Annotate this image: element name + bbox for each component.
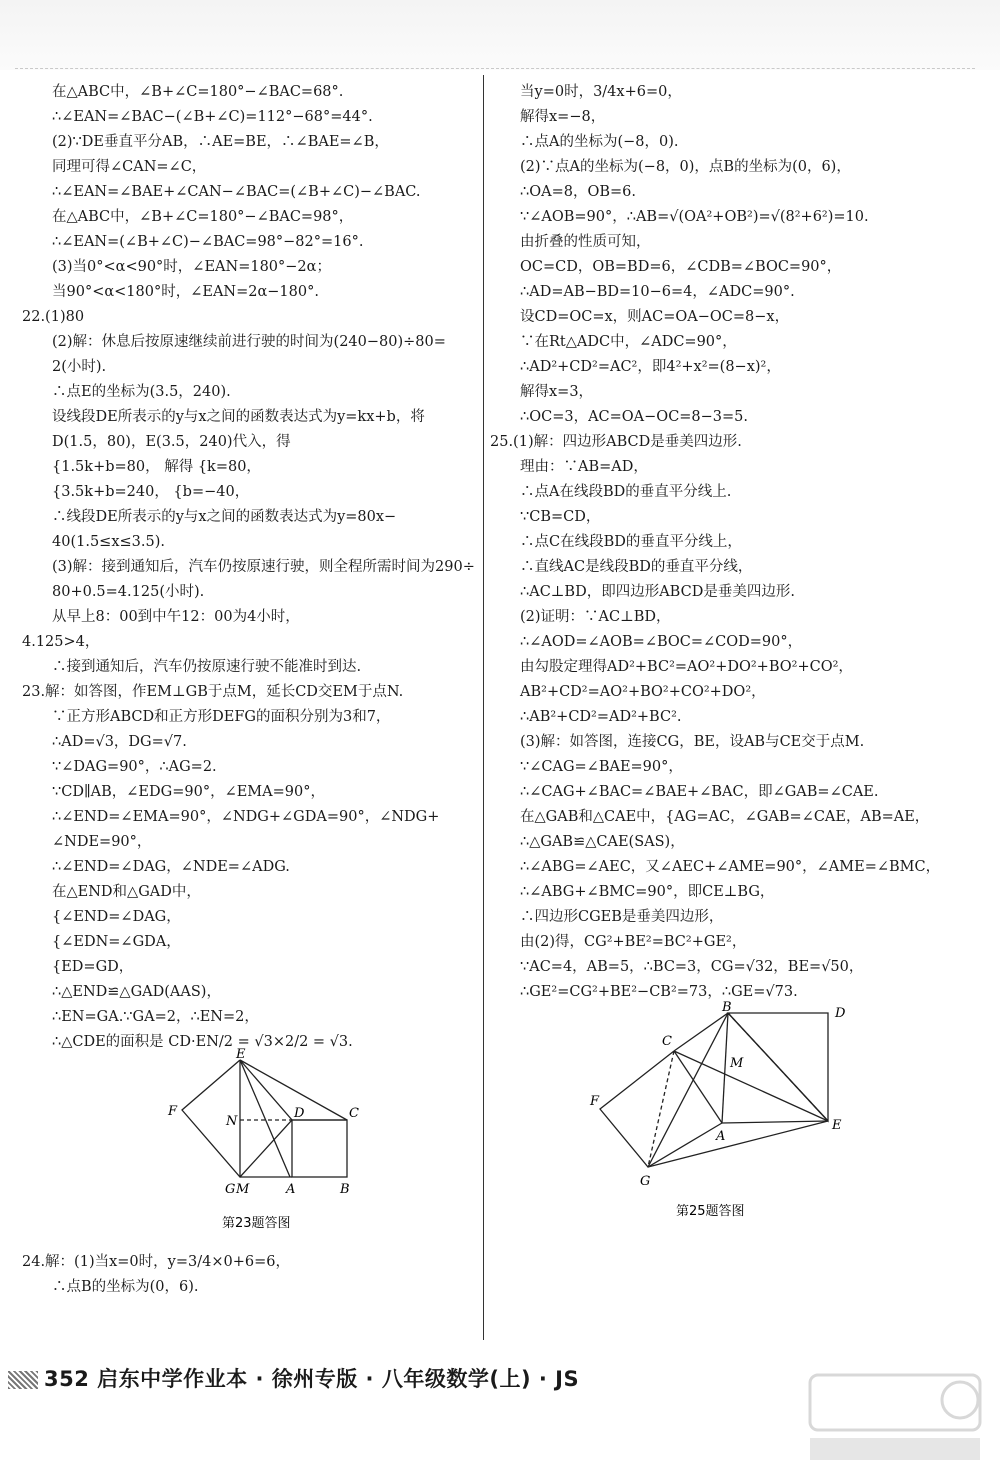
left-line: ∴△CDE的面积是 CD·EN/2 = √3×2/2 = √3. — [52, 1034, 353, 1050]
left-line: ∴点E的坐标为(3.5，240). — [52, 384, 231, 400]
left-line: ∴∠END=∠DAG，∠NDE=∠ADG. — [52, 859, 290, 875]
right-line: ∴OA=8，OB=6. — [520, 184, 636, 200]
left-line: ∴AD=√3，DG=√7. — [52, 734, 187, 750]
left-line: 23.解：如答图，作EM⊥GB于点M，延长CD交EM于点N. — [22, 684, 404, 700]
right-line: ∴∠AOD=∠AOB=∠BOC=∠COD=90°， — [520, 634, 803, 650]
right-column — [490, 80, 970, 1225]
left_tail-line: 24.解：(1)当x=0时，y=3/4×0+6=6， — [22, 1254, 290, 1270]
left-line: 在△ABC中，∠B+∠C=180°−∠BAC=68°. — [52, 84, 344, 100]
left-line: 同理可得∠CAN=∠C， — [52, 159, 207, 175]
left-line: ∴EN=GA.∵GA=2，∴EN=2， — [52, 1009, 259, 1025]
top-divider — [15, 68, 975, 69]
column-divider — [483, 75, 484, 1340]
fig25-caption: 第25题答图 — [676, 1204, 745, 1219]
left-line: 2(小时). — [52, 359, 107, 375]
left-line: ∴∠EAN=∠BAE+∠CAN−∠BAC=(∠B+∠C)−∠BAC. — [52, 184, 421, 200]
fig23-label-f: F — [168, 1104, 178, 1119]
left-line: ∵正方形ABCD和正方形DEFG的面积分别为3和7， — [52, 709, 391, 725]
fig25-label-f: F — [590, 1094, 600, 1109]
left-line: ∠NDE=90°， — [52, 834, 152, 850]
left-line: {∠END=∠DAG， — [52, 909, 181, 925]
left-line: ∴接到通知后，汽车仍按原速行驶不能准时到达. — [52, 659, 362, 675]
right-line: ∴点A的坐标为(−8，0). — [520, 134, 679, 150]
fig25-label-g: G — [640, 1174, 651, 1189]
left-line: 80+0.5=4.125(小时). — [52, 584, 205, 600]
left-line: ∵CD∥AB，∠EDG=90°，∠EMA=90°， — [52, 784, 325, 800]
left-line: D(1.5，80)，E(3.5，240)代入，得 — [52, 434, 291, 450]
right-line: ∴点C在线段BD的垂直平分线上， — [520, 534, 742, 550]
right-line: ∵CB=CD， — [520, 509, 601, 525]
figure-23-diagram — [22, 1047, 477, 1250]
figure-25-diagram — [490, 1000, 970, 1225]
right-line: ∵∠AOB=90°，∴AB=√(OA²+OB²)=√(8²+6²)=10. — [520, 209, 869, 225]
left-column — [22, 80, 477, 1300]
left-line: ∴∠END=∠EMA=90°，∠NDG+∠GDA=90°，∠NDG+ — [52, 809, 440, 825]
left-line: (2)解：休息后按原速继续前进行驶的时间为(240−80)÷80= — [52, 334, 446, 350]
right-line: 当y=0时，3/4x+6=0， — [520, 84, 682, 100]
footer-text: 352 启东中学作业本 · 徐州专版 · 八年级数学(上) · JS — [44, 1367, 580, 1391]
right-line: 理由：∵AB=AD， — [520, 459, 648, 475]
left-line: (3)解：接到通知后，汽车仍按原速行驶，则全程所需时间为290÷ — [52, 559, 475, 575]
right-line: ∴∠CAG+∠BAC=∠BAE+∠BAC，即∠GAB=∠CAE. — [520, 784, 879, 800]
left-line: {ED=GD， — [52, 959, 134, 975]
fig23-label-g: G — [225, 1182, 236, 1197]
left-line: (2)∵DE垂直平分AB，∴AE=BE，∴∠BAE=∠B， — [52, 134, 389, 150]
left-line: 4.125>4， — [22, 634, 100, 650]
fig25-label-a: A — [716, 1129, 726, 1144]
left-line: 设线段DE所表示的y与x之间的函数表达式为y=kx+b，将 — [52, 409, 425, 425]
fig23-label-c: C — [349, 1106, 359, 1121]
left-line: (3)当0°<α<90°时，∠EAN=180°−2α； — [52, 259, 331, 275]
left-line: 在△END和△GAD中， — [52, 884, 201, 900]
left-line: {3.5k+b=240， {b=−40， — [52, 484, 250, 500]
right-line: OC=CD，OB=BD=6，∠CDB=∠BOC=90°， — [520, 259, 842, 275]
watermark-logo — [800, 1370, 990, 1465]
right-line: ∴OC=3，AC=OA−OC=8−3=5. — [520, 409, 749, 425]
right-line: ∴GE²=CG²+BE²−CB²=73，∴GE=√73. — [520, 984, 798, 1000]
right-line: ∴AC⊥BD，即四边形ABCD是垂美四边形. — [520, 584, 795, 600]
footer-pattern — [8, 1371, 38, 1389]
right-line: 由勾股定理得AD²+BC²=AO²+DO²+BO²+CO²， — [520, 659, 853, 675]
right-line: 由折叠的性质可知， — [520, 234, 651, 250]
fig25-label-c: C — [662, 1034, 672, 1049]
right-line: ∵∠CAG=∠BAE=90°， — [520, 759, 683, 775]
figure-25 — [490, 1000, 970, 1225]
page-top-band — [0, 0, 1000, 70]
right-line: ∴四边形CGEB是垂美四边形， — [520, 909, 724, 925]
right-line: ∴∠ABG=∠AEC，又∠AEC+∠AME=90°，∠AME=∠BMC， — [520, 859, 941, 875]
fig25-label-b: B — [722, 1000, 732, 1015]
left-line: {1.5k+b=80， 解得 {k=80， — [52, 459, 261, 475]
right-line: (2)证明：∵AC⊥BD， — [520, 609, 671, 625]
left-line: ∴线段DE所表示的y与x之间的函数表达式为y=80x− — [52, 509, 397, 525]
left-line: 当90°<α<180°时，∠EAN=2α−180°. — [52, 284, 319, 300]
fig23-label-b: B — [340, 1182, 350, 1197]
fig23-label-e: E — [236, 1047, 246, 1062]
right-line: (2)∵点A的坐标为(−8，0)，点B的坐标为(0，6)， — [520, 159, 851, 175]
fig23-label-m: M — [236, 1182, 250, 1197]
left-line: ∵∠DAG=90°，∴AG=2. — [52, 759, 217, 775]
right-line: ∴AD²+CD²=AC²，即4²+x²=(8−x)²， — [520, 359, 781, 375]
left-line: 从早上8：00到中午12：00为4小时， — [52, 609, 300, 625]
right-line: ∴AB²+CD²=AD²+BC². — [520, 709, 682, 725]
right-line: 设CD=OC=x，则AC=OA−OC=8−x， — [520, 309, 790, 325]
right-line: AB²+CD²=AO²+BO²+CO²+DO²， — [520, 684, 766, 700]
fig23-label-a: A — [286, 1182, 296, 1197]
right-line: 由(2)得，CG²+BE²=BC²+GE²， — [520, 934, 747, 950]
left-line: ∴△END≌△GAD(AAS)， — [52, 984, 221, 1000]
right-line: ∵在Rt△ADC中，∠ADC=90°， — [520, 334, 737, 350]
fig25-label-d: D — [835, 1006, 846, 1021]
right-line: ∴AD=AB−BD=10−6=4，∠ADC=90°. — [520, 284, 795, 300]
fig23-label-n: N — [226, 1114, 238, 1129]
left_tail-line: ∴点B的坐标为(0，6). — [52, 1279, 199, 1295]
right-line: 在△GAB和△CAE中，{AG=AC，∠GAB=∠CAE，AB=AE， — [520, 809, 930, 825]
right-line: ∴∠ABG+∠BMC=90°，即CE⊥BG， — [520, 884, 775, 900]
left-line: {∠EDN=∠GDA， — [52, 934, 181, 950]
right-line: 25.(1)解：四边形ABCD是垂美四边形. — [490, 434, 742, 450]
right-line: ∵AC=4，AB=5，∴BC=3，CG=√32，BE=√50， — [520, 959, 864, 975]
figure-23 — [22, 1047, 477, 1250]
right-line: ∴△GAB≌△CAE(SAS)， — [520, 834, 685, 850]
left-line: 在△ABC中，∠B+∠C=180°−∠BAC=98°， — [52, 209, 354, 225]
left-line: 40(1.5≤x≤3.5). — [52, 534, 165, 550]
left-line: ∴∠EAN=(∠B+∠C)−∠BAC=98°−82°=16°. — [52, 234, 364, 250]
right-line: ∴直线AC是线段BD的垂直平分线， — [520, 559, 753, 575]
right-line: (3)解：如答图，连接CG，BE，设AB与CE交于点M. — [520, 734, 865, 750]
fig23-caption: 第23题答图 — [222, 1216, 291, 1231]
right-line: ∴点A在线段BD的垂直平分线上. — [520, 484, 732, 500]
left-line: ∴∠EAN=∠BAC−(∠B+∠C)=112°−68°=44°. — [52, 109, 373, 125]
right-line: 解得x=−8， — [520, 109, 606, 125]
left-line: 22.(1)80 — [22, 309, 85, 325]
right-line: 解得x=3， — [520, 384, 594, 400]
fig25-label-m: M — [730, 1056, 744, 1071]
fig25-label-e: E — [832, 1118, 842, 1133]
fig23-label-d: D — [294, 1106, 305, 1121]
